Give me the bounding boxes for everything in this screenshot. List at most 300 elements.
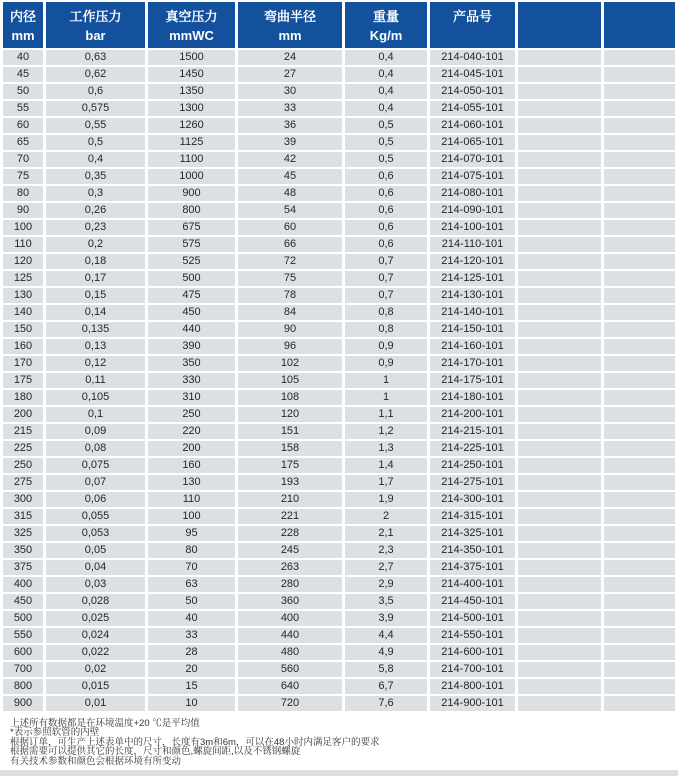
table-cell: 350 [148, 356, 235, 371]
table-cell: 214-070-101 [430, 152, 515, 167]
table-cell [518, 50, 601, 65]
table-cell: 0,075 [46, 458, 145, 473]
table-row [3, 543, 675, 558]
table-cell: 4,4 [345, 628, 427, 643]
table-cell: 40 [148, 611, 235, 626]
table-cell: 6,7 [345, 679, 427, 694]
table-cell: 550 [3, 628, 43, 643]
col-header-label: 真空压力 [165, 9, 218, 24]
table-cell: 4,9 [345, 645, 427, 660]
table-cell: 0,5 [345, 152, 427, 167]
table-cell: 100 [148, 509, 235, 524]
table-cell [604, 339, 675, 354]
footnote-line: 上述所有数据都是在环境温度+20 ℃是平均值 [10, 718, 200, 729]
col-header-unit: bar [85, 28, 106, 43]
table-cell: 0,09 [46, 424, 145, 439]
table-cell: 1350 [148, 84, 235, 99]
table-cell: 675 [148, 220, 235, 235]
table-cell: 325 [3, 526, 43, 541]
table-row [3, 305, 675, 320]
table-cell: 214-325-101 [430, 526, 515, 541]
table-cell: 214-800-101 [430, 679, 515, 694]
table-cell [604, 186, 675, 201]
table-cell: 0,23 [46, 220, 145, 235]
table-cell [518, 203, 601, 218]
table-cell: 90 [238, 322, 342, 337]
table-cell [518, 356, 601, 371]
table-row [3, 339, 675, 354]
table-cell: 72 [238, 254, 342, 269]
table-cell: 214-175-101 [430, 373, 515, 388]
table-cell: 200 [148, 441, 235, 456]
table-cell: 1,9 [345, 492, 427, 507]
table-cell: 214-160-101 [430, 339, 515, 354]
table-cell: 0,5 [345, 118, 427, 133]
table-cell: 50 [148, 594, 235, 609]
table-cell [604, 237, 675, 252]
table-cell: 214-300-101 [430, 492, 515, 507]
table-cell: 720 [238, 696, 342, 711]
table-row [3, 662, 675, 677]
footnote-line: 有关技术参数和颜色会根据环境有所变动 [10, 755, 182, 767]
table-cell: 440 [238, 628, 342, 643]
table-cell: 215 [3, 424, 43, 439]
table-cell: 100 [3, 220, 43, 235]
table-cell: 900 [148, 186, 235, 201]
table-cell [518, 118, 601, 133]
table-cell: 63 [148, 577, 235, 592]
table-cell: 800 [148, 203, 235, 218]
table-cell: 105 [238, 373, 342, 388]
table-cell: 180 [3, 390, 43, 405]
table-cell [518, 662, 601, 677]
table-cell [604, 271, 675, 286]
table-cell [604, 424, 675, 439]
col-header-working-pressure [46, 2, 145, 48]
header-row [3, 2, 675, 48]
table-cell: 60 [238, 220, 342, 235]
table-cell: 0,13 [46, 339, 145, 354]
table-cell: 390 [148, 339, 235, 354]
table-cell [604, 118, 675, 133]
table-cell: 350 [3, 543, 43, 558]
table-cell: 193 [238, 475, 342, 490]
table-cell: 2,9 [345, 577, 427, 592]
table-cell: 70 [148, 560, 235, 575]
table-cell: 65 [3, 135, 43, 150]
table-cell: 0,55 [46, 118, 145, 133]
table-cell: 0,575 [46, 101, 145, 116]
table-cell: 475 [148, 288, 235, 303]
table-cell: 110 [148, 492, 235, 507]
table-cell [604, 594, 675, 609]
table-cell: 1500 [148, 50, 235, 65]
table-cell: 140 [3, 305, 43, 320]
table-cell [518, 441, 601, 456]
table-cell: 214-315-101 [430, 509, 515, 524]
table-cell: 228 [238, 526, 342, 541]
table-cell: 250 [3, 458, 43, 473]
table-row [3, 645, 675, 660]
table-cell [518, 152, 601, 167]
table-cell [518, 407, 601, 422]
table-cell: 450 [3, 594, 43, 609]
table-cell: 130 [148, 475, 235, 490]
table-cell: 0,105 [46, 390, 145, 405]
table-row [3, 152, 675, 167]
table-cell: 28 [148, 645, 235, 660]
table-cell [518, 67, 601, 82]
table-cell: 95 [148, 526, 235, 541]
table-cell: 0,18 [46, 254, 145, 269]
table-cell: 80 [148, 543, 235, 558]
table-cell: 375 [3, 560, 43, 575]
table-cell: 130 [3, 288, 43, 303]
table-cell [604, 577, 675, 592]
table-cell: 1000 [148, 169, 235, 184]
table-cell: 20 [148, 662, 235, 677]
table-cell: 210 [238, 492, 342, 507]
table-cell [518, 135, 601, 150]
table-cell: 175 [3, 373, 43, 388]
table-cell [604, 492, 675, 507]
table-cell: 0,015 [46, 679, 145, 694]
col-header-vacuum-pressure [148, 2, 235, 48]
col-header-unit: mm [11, 28, 35, 43]
table-cell: 2,1 [345, 526, 427, 541]
table-cell: 0,028 [46, 594, 145, 609]
col-header-weight [345, 2, 427, 48]
table-cell: 400 [3, 577, 43, 592]
table-cell: 214-375-101 [430, 560, 515, 575]
table-cell: 214-600-101 [430, 645, 515, 660]
table-cell [518, 84, 601, 99]
table-cell: 0,5 [46, 135, 145, 150]
table-cell: 0,8 [345, 322, 427, 337]
table-row [3, 458, 675, 473]
table-cell [604, 67, 675, 82]
table-cell: 214-200-101 [430, 407, 515, 422]
table-cell: 640 [238, 679, 342, 694]
table-cell [604, 356, 675, 371]
table-cell: 150 [3, 322, 43, 337]
table-cell: 800 [3, 679, 43, 694]
table-cell [518, 237, 601, 252]
table-cell: 0,9 [345, 339, 427, 354]
table-cell: 214-450-101 [430, 594, 515, 609]
table-cell: 0,7 [345, 254, 427, 269]
col-header-empty-1 [518, 2, 601, 48]
table-cell: 60 [3, 118, 43, 133]
table-cell [604, 101, 675, 116]
table-cell: 0,17 [46, 271, 145, 286]
bottom-divider-bar [0, 770, 678, 776]
table-cell [604, 526, 675, 541]
table-row [3, 271, 675, 286]
table-cell [604, 475, 675, 490]
table-cell: 3,5 [345, 594, 427, 609]
table-cell: 245 [238, 543, 342, 558]
table-cell: 330 [148, 373, 235, 388]
table-cell: 70 [3, 152, 43, 167]
table-cell: 214-040-101 [430, 50, 515, 65]
table-cell: 0,01 [46, 696, 145, 711]
footnote-line: 根据需要可以提供其它的长度，尺寸和颜色,螺旋间距,以及不锈钢螺旋 [10, 746, 301, 758]
table-cell: 0,4 [46, 152, 145, 167]
table-cell: 45 [238, 169, 342, 184]
table-cell: 160 [3, 339, 43, 354]
table-cell [604, 84, 675, 99]
table-cell: 1100 [148, 152, 235, 167]
table-cell: 560 [238, 662, 342, 677]
table-cell: 125 [3, 271, 43, 286]
table-cell [604, 322, 675, 337]
table-cell: 3,9 [345, 611, 427, 626]
table-cell: 0,12 [46, 356, 145, 371]
table-cell [518, 101, 601, 116]
col-header-product-number [430, 2, 515, 48]
table-cell: 2,7 [345, 560, 427, 575]
table-row [3, 560, 675, 575]
footnotes [10, 719, 678, 766]
table-cell: 440 [148, 322, 235, 337]
table-cell [518, 339, 601, 354]
table-cell: 220 [148, 424, 235, 439]
table-cell: 33 [238, 101, 342, 116]
table-cell: 214-900-101 [430, 696, 515, 711]
table-cell [518, 628, 601, 643]
table-cell: 1,2 [345, 424, 427, 439]
table-cell [518, 288, 601, 303]
table-cell [518, 254, 601, 269]
table-cell [518, 696, 601, 711]
table-row [3, 407, 675, 422]
table-cell: 0,4 [345, 50, 427, 65]
table-cell [604, 254, 675, 269]
table-cell: 1 [345, 390, 427, 405]
table-row [3, 679, 675, 694]
table-cell: 120 [3, 254, 43, 269]
table-cell: 1125 [148, 135, 235, 150]
table-cell [604, 543, 675, 558]
table-cell: 214-060-101 [430, 118, 515, 133]
table-cell: 1300 [148, 101, 235, 116]
table-cell: 214-700-101 [430, 662, 515, 677]
table-cell: 0,7 [345, 288, 427, 303]
table-row [3, 424, 675, 439]
table-cell: 214-130-101 [430, 288, 515, 303]
table-cell [604, 390, 675, 405]
table-cell: 75 [3, 169, 43, 184]
col-header-unit: mm [278, 28, 302, 43]
table-cell: 0,6 [46, 84, 145, 99]
table-cell: 0,03 [46, 577, 145, 592]
table-cell: 214-055-101 [430, 101, 515, 116]
table-cell [518, 543, 601, 558]
table-cell: 0,022 [46, 645, 145, 660]
col-header-empty-2 [604, 2, 675, 48]
table-cell: 0,025 [46, 611, 145, 626]
table-cell [604, 611, 675, 626]
table-cell: 0,08 [46, 441, 145, 456]
table-cell [604, 305, 675, 320]
col-header-label: 产品号 [452, 9, 492, 24]
table-row [3, 611, 675, 626]
table-cell [604, 441, 675, 456]
table-cell: 170 [3, 356, 43, 371]
table-cell [604, 135, 675, 150]
table-cell: 214-150-101 [430, 322, 515, 337]
table-cell [518, 611, 601, 626]
table-cell: 90 [3, 203, 43, 218]
table-cell: 0,4 [345, 67, 427, 82]
table-cell: 54 [238, 203, 342, 218]
table-cell: 214-125-101 [430, 271, 515, 286]
table-row [3, 288, 675, 303]
table-cell: 66 [238, 237, 342, 252]
table-cell: 263 [238, 560, 342, 575]
table-cell: 2,3 [345, 543, 427, 558]
table-row [3, 101, 675, 116]
table-row [3, 118, 675, 133]
table-cell: 151 [238, 424, 342, 439]
table-cell: 214-050-101 [430, 84, 515, 99]
table-cell: 108 [238, 390, 342, 405]
table-cell [518, 679, 601, 694]
table-cell: 45 [3, 67, 43, 82]
table-cell: 0,06 [46, 492, 145, 507]
table-cell: 214-090-101 [430, 203, 515, 218]
table-row [3, 356, 675, 371]
table-cell [604, 220, 675, 235]
table-cell: 0,35 [46, 169, 145, 184]
table-cell [604, 696, 675, 711]
table-cell: 315 [3, 509, 43, 524]
table-body [3, 50, 675, 711]
table-cell: 525 [148, 254, 235, 269]
table-cell: 1450 [148, 67, 235, 82]
table-cell [518, 492, 601, 507]
col-header-unit: mmWC [169, 28, 214, 43]
table-cell: 1,3 [345, 441, 427, 456]
table-cell: 0,6 [345, 237, 427, 252]
table-cell: 0,9 [345, 356, 427, 371]
table-cell: 900 [3, 696, 43, 711]
table-cell [518, 509, 601, 524]
table-cell: 0,11 [46, 373, 145, 388]
table-cell [604, 288, 675, 303]
table-cell: 0,04 [46, 560, 145, 575]
table-cell [518, 305, 601, 320]
table-cell: 214-275-101 [430, 475, 515, 490]
table-cell: 48 [238, 186, 342, 201]
table-cell: 1,4 [345, 458, 427, 473]
table-cell [604, 458, 675, 473]
table-cell: 0,7 [345, 271, 427, 286]
table-cell: 700 [3, 662, 43, 677]
table-cell: 1 [345, 373, 427, 388]
table-cell: 214-400-101 [430, 577, 515, 592]
table-cell [518, 458, 601, 473]
table-cell: 0,024 [46, 628, 145, 643]
table-cell [604, 203, 675, 218]
table-row [3, 322, 675, 337]
table-cell: 7,6 [345, 696, 427, 711]
table-cell [518, 424, 601, 439]
table-cell: 0,2 [46, 237, 145, 252]
footnote-line: 根据订单，可生产上述表单中的尺寸，长度有3m和6m，可以在48小时内满足客户的要求 [10, 736, 380, 748]
table-cell: 39 [238, 135, 342, 150]
table-row [3, 135, 675, 150]
table-cell: 1,7 [345, 475, 427, 490]
table-row [3, 628, 675, 643]
table-row [3, 203, 675, 218]
table-cell: 500 [148, 271, 235, 286]
table-cell: 1,1 [345, 407, 427, 422]
table-cell [604, 169, 675, 184]
col-header-label: 工作压力 [69, 9, 122, 24]
table-cell: 214-170-101 [430, 356, 515, 371]
table-row [3, 577, 675, 592]
table-cell [604, 662, 675, 677]
table-cell: 36 [238, 118, 342, 133]
table-cell: 102 [238, 356, 342, 371]
table-cell [518, 645, 601, 660]
table-row [3, 373, 675, 388]
table-cell [604, 50, 675, 65]
table-row [3, 696, 675, 711]
table-cell: 40 [3, 50, 43, 65]
table-cell: 0,6 [345, 220, 427, 235]
table-cell [518, 390, 601, 405]
table-cell: 5,8 [345, 662, 427, 677]
table-cell [518, 322, 601, 337]
col-header-label: 弯曲半径 [263, 9, 316, 24]
table-cell [604, 152, 675, 167]
table-cell: 214-120-101 [430, 254, 515, 269]
table-cell: 214-100-101 [430, 220, 515, 235]
table-cell [604, 560, 675, 575]
table-cell: 214-250-101 [430, 458, 515, 473]
table-cell [518, 271, 601, 286]
table-cell [518, 577, 601, 592]
table-row [3, 67, 675, 82]
table-cell: 221 [238, 509, 342, 524]
table-cell [518, 526, 601, 541]
table-cell: 0,1 [46, 407, 145, 422]
table-cell: 15 [148, 679, 235, 694]
table-row [3, 50, 675, 65]
table-row [3, 594, 675, 609]
table-cell: 214-500-101 [430, 611, 515, 626]
table-row [3, 441, 675, 456]
col-header-bend-radius [238, 2, 342, 48]
table-cell: 1260 [148, 118, 235, 133]
table-cell: 0,3 [46, 186, 145, 201]
table-row [3, 84, 675, 99]
table-row [3, 220, 675, 235]
table-cell: 80 [3, 186, 43, 201]
table-cell: 0,6 [345, 186, 427, 201]
table-cell [604, 509, 675, 524]
table-cell: 214-350-101 [430, 543, 515, 558]
table-cell: 0,62 [46, 67, 145, 82]
table-cell: 360 [238, 594, 342, 609]
table-cell: 400 [238, 611, 342, 626]
table-cell: 0,15 [46, 288, 145, 303]
table-row [3, 237, 675, 252]
table-row [3, 475, 675, 490]
